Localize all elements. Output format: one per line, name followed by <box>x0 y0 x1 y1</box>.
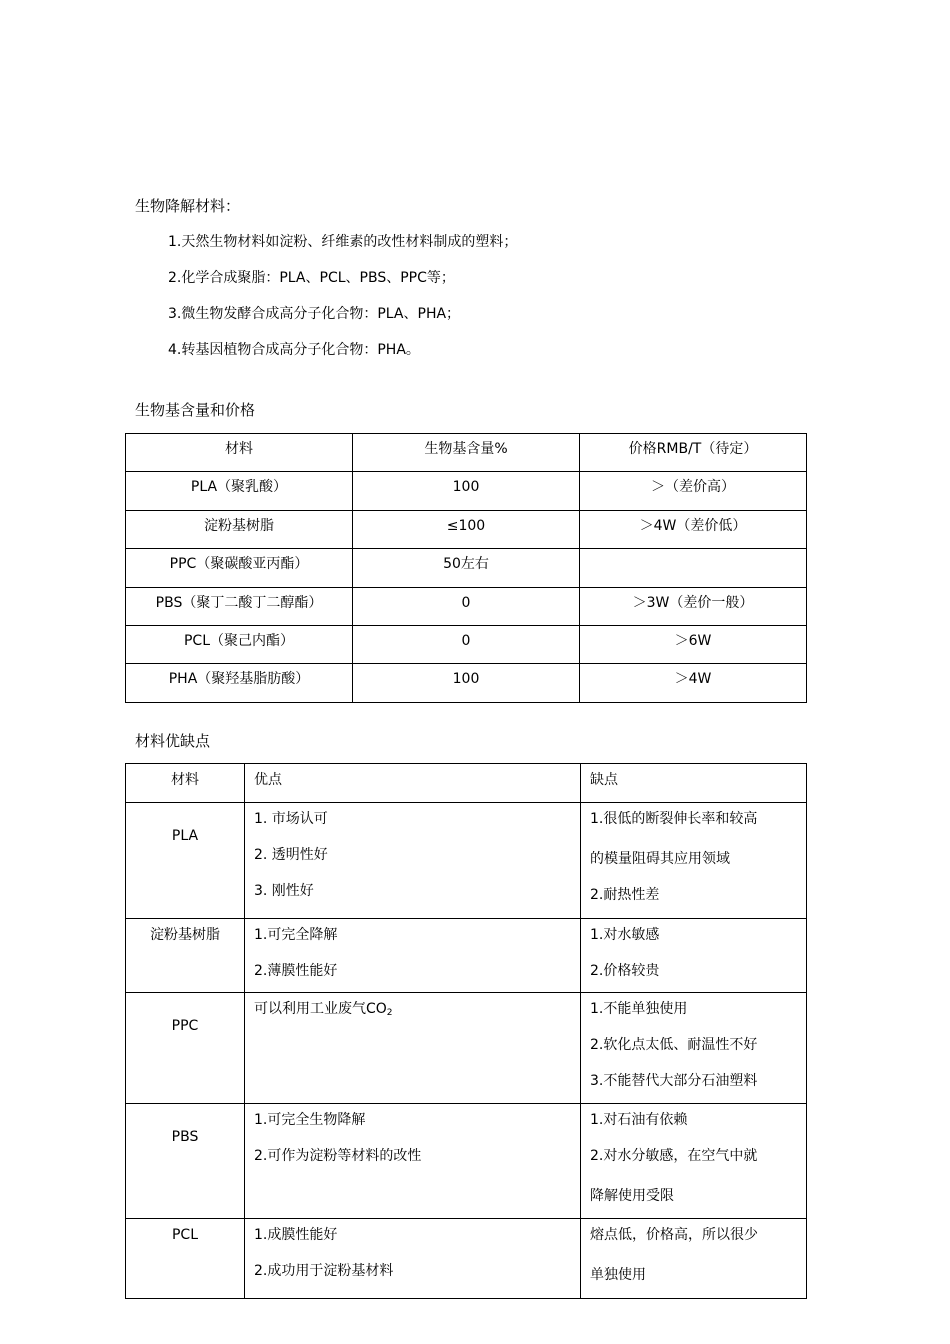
table-header-row <box>126 434 807 472</box>
table-row <box>126 472 807 511</box>
pros-cell <box>245 993 581 1104</box>
material-cell: PCL（聚己内酯） <box>126 626 353 664</box>
table-row <box>126 1104 807 1219</box>
material-cell: PLA（聚乳酸） <box>126 472 353 511</box>
cons-cell <box>581 803 807 919</box>
cons-cell <box>581 993 807 1104</box>
table-row <box>126 1219 807 1299</box>
price-cell: ＞6W <box>580 626 807 664</box>
material-cell <box>126 803 245 919</box>
material-name: PLA <box>171 828 199 844</box>
cons-line: 的模量阻碍其应用领域 <box>590 851 730 867</box>
section-title-pros-cons: 材料优缺点 <box>135 732 211 750</box>
header-cell: 优点 <box>245 764 581 803</box>
cons-line: 单独使用 <box>590 1267 646 1283</box>
cons-line: 降解使用受限 <box>590 1188 674 1204</box>
pros-line: 2. 透明性好 <box>254 847 328 863</box>
material-name: PCL <box>171 1227 199 1243</box>
cons-cell <box>581 1219 807 1299</box>
biobased-price-table <box>125 433 807 703</box>
cons-cell <box>581 919 807 993</box>
co2-subscript: 2 <box>386 1008 393 1018</box>
header-cell: 价格RMB/T（待定） <box>580 434 807 472</box>
pros-cell <box>245 919 581 993</box>
content-cell: 0 <box>353 588 580 626</box>
list-item: 3.微生物发酵合成高分子化合物：PLA、PHA； <box>168 306 461 322</box>
pros-line <box>254 999 572 1023</box>
table-row <box>126 549 807 588</box>
cons-line: 2.耐热性差 <box>590 887 660 903</box>
section-title-biobased-price: 生物基含量和价格 <box>135 401 256 419</box>
table-row <box>126 993 807 1104</box>
cons-line: 2.价格较贵 <box>590 963 660 979</box>
material-cell <box>126 1219 245 1299</box>
cons-line: 1.对水敏感 <box>590 927 660 943</box>
material-cell <box>126 919 245 993</box>
price-cell <box>580 549 807 588</box>
content-cell: 0 <box>353 626 580 664</box>
cons-line: 1.不能单独使用 <box>590 1001 688 1017</box>
table-row <box>126 588 807 626</box>
cons-line: 2.软化点太低、耐温性不好 <box>590 1037 758 1053</box>
section-title-biodegradable: 生物降解材料： <box>135 197 241 215</box>
price-cell: ＞（差价高） <box>580 472 807 511</box>
material-cell: PPC（聚碳酸亚丙酯） <box>126 549 353 588</box>
material-cell: PHA（聚羟基脂肪酸） <box>126 664 353 703</box>
cons-line: 熔点低，价格高，所以很少 <box>590 1227 758 1243</box>
material-name: PPC <box>171 1018 199 1034</box>
content-cell: 100 <box>353 664 580 703</box>
pros-cell <box>245 1104 581 1219</box>
header-cell: 材料 <box>126 764 245 803</box>
pros-line: 1. 市场认可 <box>254 811 328 827</box>
pros-line: 3. 刚性好 <box>254 883 314 899</box>
cons-line: 2.对水分敏感，在空气中就 <box>590 1148 758 1164</box>
cons-line: 1.对石油有依赖 <box>590 1112 688 1128</box>
header-cell: 材料 <box>126 434 353 472</box>
price-cell: ＞4W（差价低） <box>580 511 807 549</box>
table-row <box>126 511 807 549</box>
pros-cell <box>245 803 581 919</box>
table-row <box>126 919 807 993</box>
header-cell: 缺点 <box>581 764 807 803</box>
cons-line: 3.不能替代大部分石油塑料 <box>590 1073 758 1089</box>
pros-line: 1.可完全生物降解 <box>254 1112 366 1128</box>
material-cell: 淀粉基树脂 <box>126 511 353 549</box>
pros-text: 可以利用工业废气CO <box>254 1001 387 1017</box>
list-item: 2.化学合成聚脂：PLA、PCL、PBS、PPC等； <box>168 270 455 286</box>
pros-line: 1.成膜性能好 <box>254 1227 338 1243</box>
content-cell: 100 <box>353 472 580 511</box>
material-name: 淀粉基树脂 <box>150 927 220 943</box>
material-cell: PBS（聚丁二酸丁二醇酯） <box>126 588 353 626</box>
price-cell: ＞4W <box>580 664 807 703</box>
table-row <box>126 626 807 664</box>
cons-cell <box>581 1104 807 1219</box>
content-cell: 50左右 <box>353 549 580 588</box>
list-item: 4.转基因植物合成高分子化合物：PHA。 <box>168 342 420 358</box>
list-item: 1.天然生物材料如淀粉、纤维素的改性材料制成的塑料； <box>168 234 518 250</box>
price-cell: ＞3W（差价一般） <box>580 588 807 626</box>
header-cell: 生物基含量% <box>353 434 580 472</box>
table-header-row <box>126 764 807 803</box>
pros-line: 2.可作为淀粉等材料的改性 <box>254 1148 422 1164</box>
material-cell <box>126 1104 245 1219</box>
pros-line: 2.成功用于淀粉基材料 <box>254 1263 394 1279</box>
pros-line: 2.薄膜性能好 <box>254 963 338 979</box>
pros-line: 1.可完全降解 <box>254 927 338 943</box>
table-row <box>126 664 807 703</box>
pros-cons-table <box>125 763 807 1299</box>
material-name: PBS <box>171 1129 199 1145</box>
pros-cell <box>245 1219 581 1299</box>
content-cell: ≤100 <box>353 511 580 549</box>
material-cell <box>126 993 245 1104</box>
table-row <box>126 803 807 919</box>
cons-line: 1.很低的断裂伸长率和较高 <box>590 811 758 827</box>
